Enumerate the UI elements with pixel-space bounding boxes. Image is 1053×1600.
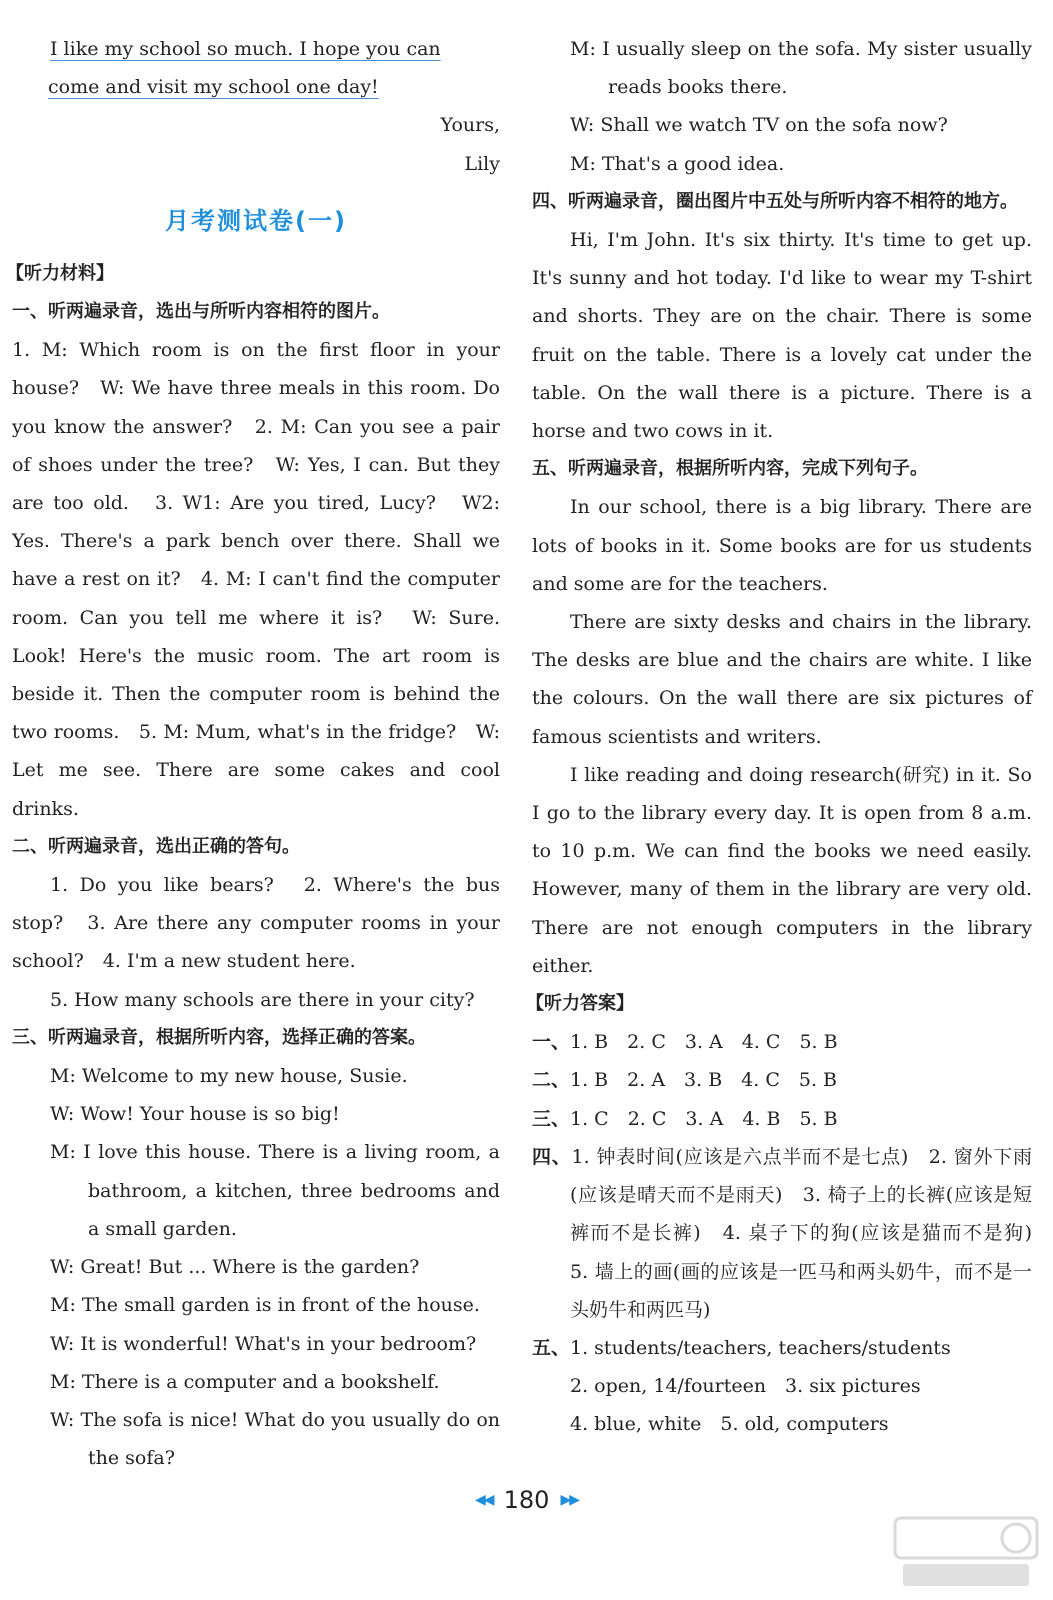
answer-row-5-label: 五、 (532, 1336, 571, 1359)
answer-row-2 (532, 1061, 1032, 1099)
answer-row-4-label: 四、 (532, 1145, 572, 1168)
dialogue-line: M: That's a good idea. (570, 152, 785, 175)
part5-paragraph-3: I like reading and doing research(研究) in it. So I go to the library every day. It is open from 8 a.m. to 10 p.m. We can find the books we need easily. However, many of them in the library are very old. There are not enough computers in the library either. (532, 763, 1032, 977)
dialogue-line: W: Great! But ... Where is the garden? (50, 1256, 420, 1279)
answer-row-3-label: 三、 (532, 1107, 571, 1130)
part4-heading: 四、听两遍录音，圈出图片中五处与所听内容不相符的地方。 (532, 190, 1018, 212)
letter-line-2-text: come and visit my school one day! (48, 76, 379, 99)
part3-heading: 三、听两遍录音，根据所听内容，选择正确的答案。 (12, 1026, 426, 1048)
dialogue-line: W: Wow! Your house is so big! (50, 1103, 340, 1126)
right-column (526, 30, 1052, 1444)
part4-text: Hi, I'm John. It's six thirty. It's time to get up. It's sunny and hot today. I'd like to wear my T-shirt and shorts. They are on the chair. There is some fruit on the table. There is a lovely cat under the table. On the wall there is a picture. There is a horse and two cows in it. (532, 229, 1032, 443)
part2-item5: 5. How many schools are there in your city? (50, 988, 475, 1011)
dialogue-line: M: I love this house. There is a living room, a bathroom, a kitchen, three bedrooms and a small garden. (50, 1141, 500, 1240)
section-title: 月考测试卷(一) (165, 206, 347, 235)
letter-line-1-text: I like my school so much. I hope you can (50, 38, 441, 60)
page-footer (0, 1486, 1053, 1514)
part1-heading: 一、听两遍录音，选出与所听内容相符的图片。 (12, 301, 390, 323)
dialogue-continued (532, 30, 1032, 183)
answer-row-4-values: 1. 钟表时间(应该是六点半而不是七点) 2. 窗外下雨(应该是晴天而不是雨天) 3. 椅子上的长裤(应该是短裤而不是长裤) 4. 桌子下的狗(应该是猫而不是狗) 5. 墙上的画(画的应该是一匹马和两头奶牛，而不是一头奶牛和两匹马) (570, 1145, 1052, 1321)
letter-signature: Lily (464, 152, 500, 175)
answer-row-4 (532, 1138, 1052, 1329)
watermark-logo-icon (891, 1512, 1041, 1592)
letter-closing: Yours, (440, 114, 500, 137)
answer-row-1 (532, 1023, 1032, 1061)
dialogue-line: M: Welcome to my new house, Susie. (50, 1065, 408, 1088)
answer-row-1-values: 1. B 2. C 3. A 4. C 5. B (570, 1031, 838, 1054)
letter-line-2 (48, 68, 500, 106)
answer-row-1-label: 一、 (532, 1031, 571, 1054)
dialogue-line: W: The sofa is nice! What do you usually do on the sofa? (50, 1408, 500, 1470)
answer-row-2-label: 二、 (532, 1069, 571, 1092)
answer-row-5-line-2: 2. open, 14/fourteen 3. six pictures (570, 1375, 921, 1398)
letter-line-1 (12, 30, 500, 68)
dialogue-line: M: The small garden is in front of the house. (50, 1294, 480, 1317)
part5-heading: 五、听两遍录音，根据所听内容，完成下列句子。 (532, 458, 928, 480)
answer-row-2-values: 1. B 2. A 3. B 4. C 5. B (570, 1069, 837, 1092)
prev-arrows-icon: ◀◀ (474, 1492, 493, 1508)
dialogue-line: W: It is wonderful! What's in your bedroom? (50, 1332, 477, 1355)
dialogue-list (12, 1057, 500, 1477)
left-column (6, 30, 500, 1477)
dialogue-line: W: Shall we watch TV on the sofa now? (570, 114, 948, 137)
material-label: 【听力材料】 (6, 262, 114, 284)
part1-text: 1. M: Which room is on the first floor in your house? W: We have three meals in this room. Do you know the answer? 2. M: Can you see a pair of shoes under the tree? W: Yes, I can. But they are too old. 3. W1: Are you tired, Lucy? W2: Yes. There's a park bench over there. Shall we have a rest on it? 4. M: I can't find the computer room. Can you tell me where it is? W: Sure. Look! Here's the music room. The art room is beside it. Then the computer room is behind the two rooms. 5. M: Mum, what's in the fridge? W: Let me see. There are some cakes and cool drinks. (12, 339, 500, 820)
answer-row-5 (532, 1329, 1032, 1367)
page-number: 180 (503, 1486, 550, 1514)
part2-heading: 二、听两遍录音，选出正确的答句。 (12, 835, 300, 857)
dialogue-line: M: I usually sleep on the sofa. My sister usually reads books there. (570, 38, 1032, 99)
part5-paragraph-2: There are sixty desks and chairs in the library. The desks are blue and the chairs are white. I like the colours. On the wall there are six pictures of famous scientists and writers. (532, 611, 1032, 748)
answers-label: 【听力答案】 (526, 993, 634, 1015)
part5-paragraph-1: In our school, there is a big library. There are lots of books in it. Some books are for us students and some are for the teachers. (532, 496, 1032, 595)
next-arrows-icon: ▶▶ (560, 1492, 579, 1508)
answer-row-5-line-3: 4. blue, white 5. old, computers (570, 1413, 889, 1436)
answer-row-3-values: 1. C 2. C 3. A 4. B 5. B (570, 1107, 838, 1130)
answer-row-3 (532, 1100, 1032, 1138)
part2-text: 1. Do you like bears? 2. Where's the bus stop? 3. Are there any computer rooms in your school? 4. I'm a new student here. (12, 874, 500, 973)
answer-row-5-line-1: 1. students/teachers, teachers/students (570, 1336, 951, 1359)
dialogue-line: M: There is a computer and a bookshelf. (50, 1370, 440, 1393)
